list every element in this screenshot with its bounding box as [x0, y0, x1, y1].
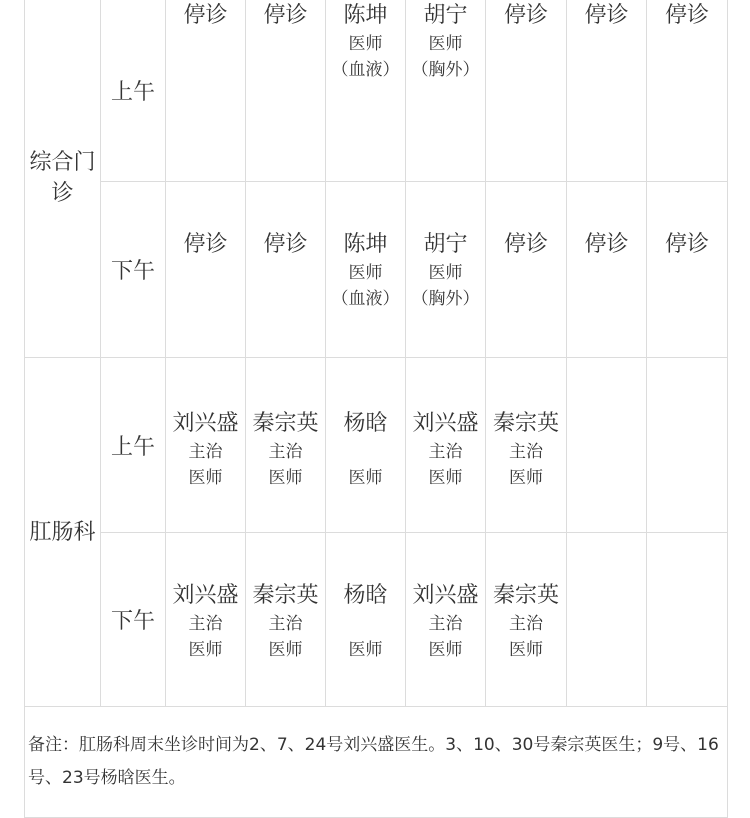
slot-cell: [647, 0, 728, 182]
doctor-detail: （胸外）: [411, 289, 480, 309]
table-row: [25, 182, 728, 358]
doctor-title: 医师: [428, 34, 463, 54]
period-cell: 上午: [101, 0, 166, 182]
doctor-title: 主治: [428, 614, 463, 634]
doctor-name: 秦宗英: [492, 411, 559, 436]
slot-cell: [567, 182, 647, 358]
doctor-name: 停诊: [664, 232, 709, 257]
doctor-name: 秦宗英: [252, 583, 319, 608]
doctor-name: 秦宗英: [252, 411, 319, 436]
doctor-detail: 医师: [509, 468, 543, 488]
schedule-note: 备注：肛肠科周末坐诊时间为2、7、24号刘兴盛医生。3、10、30号秦宗英医生；9号、16号、23号杨晗医生。: [25, 707, 728, 818]
slot-cell: [246, 358, 326, 533]
slot-cell: [486, 533, 567, 707]
slot-cell: [326, 0, 406, 182]
doctor-name: 刘兴盛: [172, 411, 239, 436]
department-cell: 肛肠科: [25, 358, 101, 707]
doctor-name: 停诊: [183, 232, 228, 257]
doctor-title: 主治: [509, 614, 543, 634]
doctor-detail: 医师: [188, 468, 223, 488]
doctor-name: 停诊: [584, 3, 629, 28]
doctor-detail: （血液）: [331, 289, 400, 309]
slot-cell: [166, 0, 246, 182]
doctor-title: 医师: [348, 34, 383, 54]
doctor-name: 停诊: [664, 3, 709, 28]
doctor-name: 停诊: [584, 232, 629, 257]
slot-cell: [647, 182, 728, 358]
period-cell: 下午: [101, 533, 166, 707]
slot-cell: [647, 533, 728, 707]
doctor-title: 主治: [509, 442, 543, 462]
slot-cell: [567, 533, 647, 707]
doctor-name: 杨晗: [343, 583, 388, 608]
slot-cell: [406, 358, 486, 533]
slot-cell: [326, 533, 406, 707]
table-row: [25, 707, 728, 818]
doctor-detail: 医师: [428, 468, 463, 488]
doctor-name: 秦宗英: [492, 583, 559, 608]
doctor-title: 医师: [348, 263, 383, 283]
slot-cell: [486, 0, 567, 182]
doctor-name: 胡宁: [423, 3, 468, 28]
doctor-name: 停诊: [263, 232, 308, 257]
doctor-name: 刘兴盛: [412, 411, 479, 436]
doctor-name: 刘兴盛: [172, 583, 239, 608]
doctor-name: 陈坤: [343, 3, 388, 28]
period-cell: 上午: [101, 358, 166, 533]
doctor-name: 停诊: [263, 3, 308, 28]
slot-cell: [567, 0, 647, 182]
doctor-detail: 医师: [428, 640, 463, 660]
doctor-detail: 医师: [188, 640, 223, 660]
slot-cell: [326, 358, 406, 533]
slot-cell: [246, 533, 326, 707]
doctor-name: 刘兴盛: [412, 583, 479, 608]
doctor-detail: 医师: [348, 640, 383, 660]
duty-schedule-table: [24, 0, 728, 818]
slot-cell: [406, 0, 486, 182]
doctor-detail: 医师: [348, 468, 383, 488]
doctor-name: 杨晗: [343, 411, 388, 436]
table-row: [25, 0, 728, 182]
slot-cell: [406, 182, 486, 358]
doctor-title: 主治: [428, 442, 463, 462]
slot-cell: [486, 182, 567, 358]
slot-cell: [166, 358, 246, 533]
slot-cell: [406, 533, 486, 707]
slot-cell: [166, 533, 246, 707]
doctor-title: 主治: [188, 442, 223, 462]
doctor-detail: 医师: [268, 468, 303, 488]
doctor-title: 主治: [268, 614, 303, 634]
slot-cell: [567, 358, 647, 533]
doctor-title: 主治: [188, 614, 223, 634]
doctor-name: 停诊: [503, 3, 548, 28]
doctor-detail: 医师: [268, 640, 303, 660]
doctor-name: 陈坤: [343, 232, 388, 257]
slot-cell: [166, 182, 246, 358]
slot-cell: [647, 358, 728, 533]
slot-cell: [326, 182, 406, 358]
slot-cell: [246, 0, 326, 182]
slot-cell: [246, 182, 326, 358]
table-row: [25, 358, 728, 533]
doctor-detail: （胸外）: [411, 60, 480, 80]
slot-cell: [486, 358, 567, 533]
doctor-name: 停诊: [503, 232, 548, 257]
doctor-title: 主治: [268, 442, 303, 462]
doctor-name: 停诊: [183, 3, 228, 28]
table-row: [25, 533, 728, 707]
period-cell: 下午: [101, 182, 166, 358]
doctor-detail: 医师: [509, 640, 543, 660]
doctor-detail: （血液）: [331, 60, 400, 80]
doctor-name: 胡宁: [423, 232, 468, 257]
department-cell: 综合门诊: [25, 0, 101, 358]
doctor-title: 医师: [428, 263, 463, 283]
